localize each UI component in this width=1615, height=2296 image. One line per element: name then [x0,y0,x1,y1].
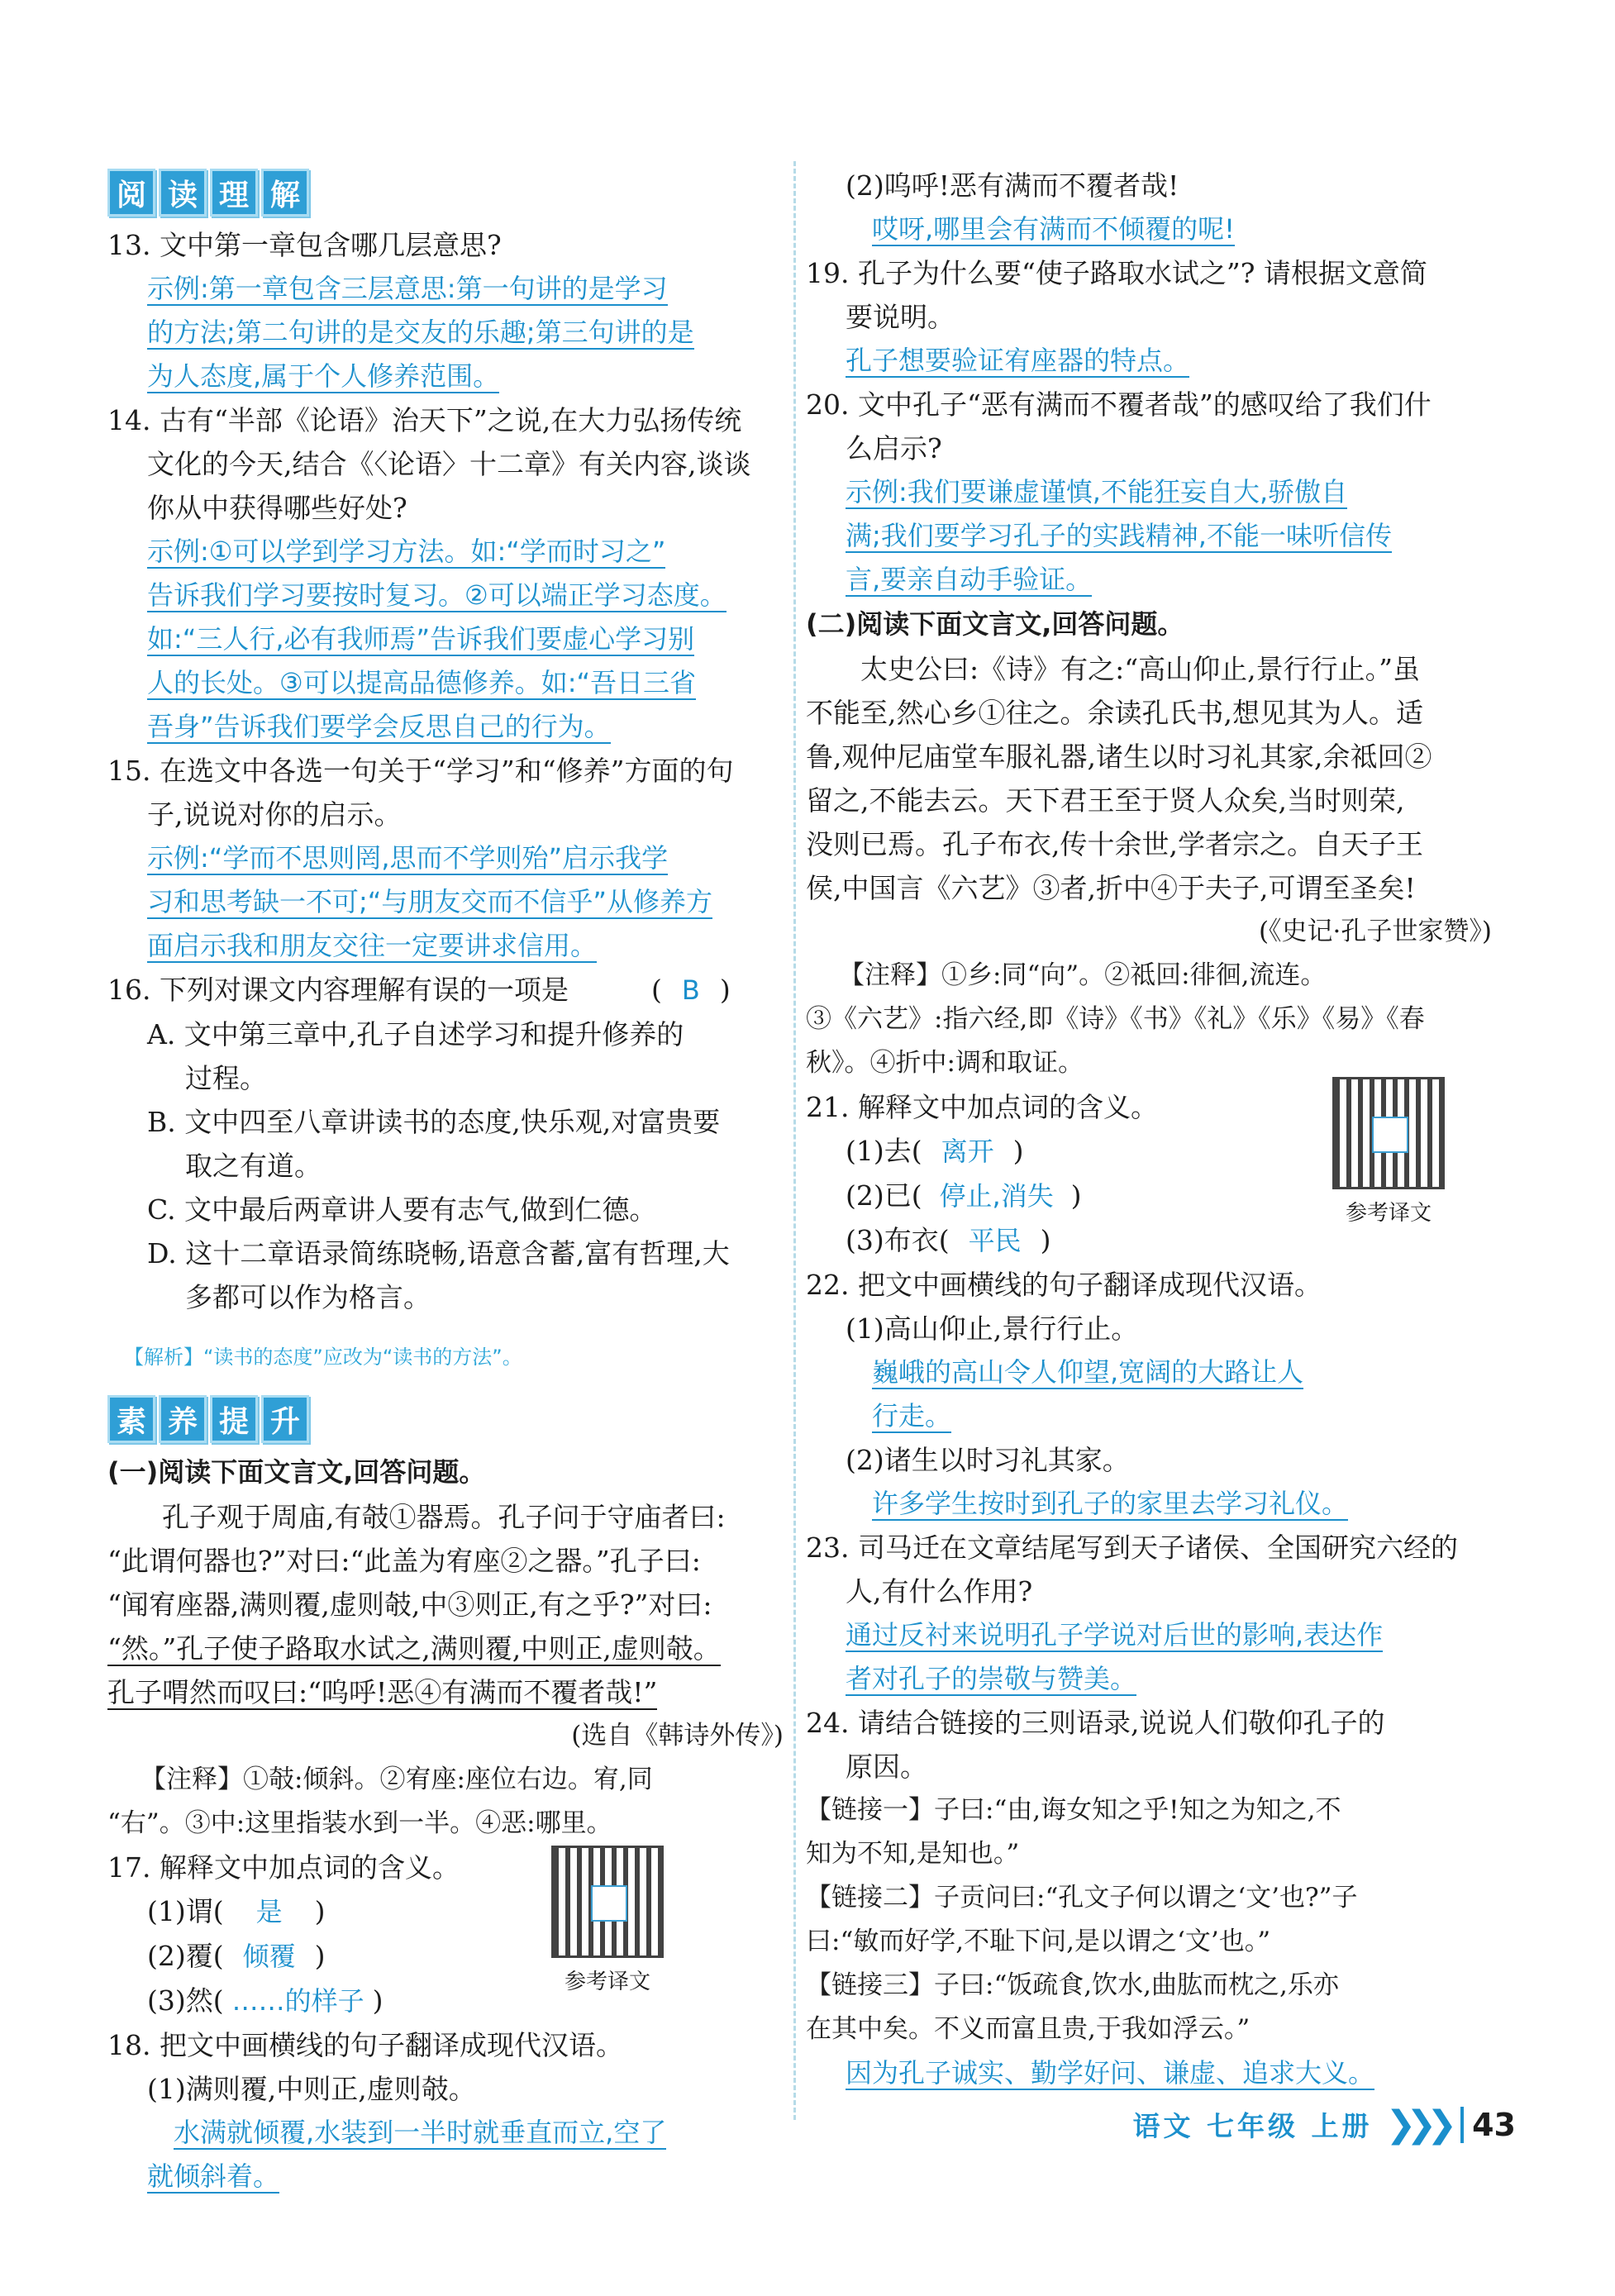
item-close: ) [1012,1135,1024,1167]
answer-line: 示例:第一章包含三层意思:第一句讲的是学习 [147,273,668,304]
item-label: (3)布衣( [846,1224,950,1256]
answer-line: 通过反衬来说明孔子学说对后世的影响,表达作 [846,1619,1384,1651]
question-18-1: (1)满则覆,中则正,虚则攲。 [147,2073,476,2105]
item-answer: 是 [255,1896,283,1927]
q17-item-2 [107,1934,784,1979]
question-18-2: (2)呜呼!恶有满而不覆者哉! [846,169,1179,202]
answer-line: 示例:“学而不思则罔,思而不学则殆”启示我学 [147,842,669,874]
answer-line: 者对孔子的崇敬与赞美。 [846,1663,1137,1694]
q17-item-3 [107,1979,784,2023]
link-3-cont: 在其中矣。不义而富且贵,于我如浮云。” [806,2014,1251,2044]
notes-1: 【注释】①攲:倾斜。②宥座:座位右边。宥,同 [141,1765,653,1794]
question-16-text: 16. 下列对课文内容理解有误的一项是 [107,974,569,1006]
heading-reading-comprehension [107,169,784,217]
heading-char: 提 [210,1395,258,1443]
question-line: 么启示? [846,432,942,464]
item-answer: ……的样子 [231,1985,364,2017]
answer-line: 行走。 [872,1400,952,1431]
passage-line: “此谓何器也?”对曰:“此盖为宥座②之器。”孔子曰: [107,1545,701,1577]
answer-23 [806,1613,1492,1701]
link-3: 【链接三】子曰:“饭疏食,饮水,曲肱而枕之,乐亦 [806,1970,1339,2000]
question-15 [107,749,784,836]
item-close: ) [1040,1224,1051,1256]
question-line: 23. 司马迁在文章结尾写到天子诸侯、全国研究六经的 [806,1531,1458,1564]
item-label: (2)已( [846,1179,922,1212]
column-divider [793,161,796,2120]
answer-line: 面启示我和朋友交往一定要讲求信用。 [147,930,598,961]
option-c: C. 文中最后两章讲人要有志气,做到仁德。 [147,1193,657,1226]
chevrons-icon: ❯❯❯ [1385,2103,1448,2146]
question-line: 文化的今天,结合《〈论语〉十二章》有关内容,谈谈 [147,448,751,480]
question-20 [806,383,1492,470]
option-d-cont: 多都可以作为格言。 [185,1281,431,1313]
option-b: B. 文中四至八章讲读书的态度,快乐观,对富贵要 [147,1106,721,1138]
answer-line: 水满就倾覆,水装到一半时就垂直而立,空了 [174,2117,667,2148]
question-16 [107,968,784,1012]
answer-22-1 [806,1350,1492,1438]
item-answer: 倾覆 [242,1941,296,1972]
answer-line: 示例:我们要谦虚谨慎,不能狂妄自大,骄傲自 [846,476,1348,507]
underlined-sentence: “然。”孔子使子路取水试之,满则覆,中则正,虚则攲。 [107,1632,721,1665]
answer-19 [806,339,1492,383]
answer-13 [107,267,784,398]
heading-char: 阅 [107,169,155,217]
question-22: 22. 把文中画横线的句子翻译成现代汉语。 [806,1269,1322,1301]
right-column [806,164,1492,2095]
link-2: 【链接二】子贡问曰:“孔文子何以谓之‘文’也?”子 [806,1883,1358,1913]
answer-15 [107,836,784,968]
notes-1-cont: “右”。③中:这里指装水到一半。④恶:哪里。 [107,1808,612,1838]
heading-char: 养 [159,1395,207,1443]
passage-line: 孔子观于周庙,有攲①器焉。孔子问于守庙者曰: [162,1501,726,1533]
question-line: 你从中获得哪些好处? [147,492,407,524]
heading-char: 升 [261,1395,309,1443]
heading-char: 读 [159,169,207,217]
link-1: 【链接一】子曰:“由,诲女知之乎!知之为知之,不 [806,1795,1341,1825]
question-line: 14. 古有“半部《论语》治天下”之说,在大力弘扬传统 [107,404,742,436]
answer-line: 满;我们要学习孔子的实践精神,不能一味听信传 [846,520,1392,551]
answer-line: 告诉我们学习要按时复习。②可以端正学习态度。 [147,579,727,611]
heading-char: 解 [261,169,309,217]
source-1: (选自《韩诗外传》) [571,1721,784,1751]
answer-16: B [681,974,700,1006]
heading-char: 素 [107,1395,155,1443]
links [806,1789,1492,2051]
question-line: 人,有什么作用? [846,1575,1033,1608]
link-2-cont: 曰:“敏而好学,不耻下问,是以谓之‘文’也。” [806,1927,1271,1956]
link-1-cont: 知为不知,是知也。” [806,1839,1020,1869]
notes-2: 【注释】①乡:同“向”。②祗回:徘徊,流连。 [839,960,1327,990]
question-line: 原因。 [846,1751,927,1783]
answer-line: 哎呀,哪里会有满而不倾覆的呢! [872,213,1236,245]
answer-18-1 [107,2111,784,2198]
question-line: 24. 请结合链接的三则语录,说说人们敬仰孔子的 [806,1707,1385,1739]
answer-line: 吾身”告诉我们要学会反思自己的行为。 [147,711,611,742]
item-close: ) [1070,1179,1082,1212]
question-19 [806,251,1492,339]
page-number: 43 [1460,2107,1516,2143]
passage-line [107,1670,784,1714]
q17-item-1 [107,1889,784,1934]
qr-code-icon[interactable] [551,1846,664,1958]
answer-line: 因为孔子诚实、勤学好问、谦虚、追求大义。 [846,2057,1375,2089]
question-21-text: 21. 解释文中加点词的含义。 [806,1091,1158,1123]
notes-2-cont: ③《六艺》:指六经,即《诗》《书》《礼》《乐》《易》《春 [806,1004,1425,1034]
heading-literacy-improvement [107,1395,784,1443]
passage-line: 鲁,观仲尼庙堂车服礼器,诸生以时习礼其家,余祗回② [806,741,1432,773]
passage-line: 留之,不能去云。天下君王至于贤人众矣,当时则荣, [806,784,1405,817]
footer-label: 语文 七年级 上册 [1132,2110,1373,2142]
option-a: A. 文中第三章中,孔子自述学习和提升修养的 [147,1018,684,1050]
item-answer: 离开 [941,1136,994,1167]
qr-caption: 参考译文 [1345,1201,1432,1226]
question-line: 15. 在选文中各选一句关于“学习”和“修养”方面的句 [107,755,734,787]
paren-left: ( [650,974,662,1006]
passage-line: 太史公曰:《诗》有之:“高山仰止,景行行止。”虽 [860,653,1420,685]
paren-right: ) [719,974,731,1006]
option-a-cont: 过程。 [185,1062,267,1094]
answer-20 [806,470,1492,602]
passage-1 [107,1495,784,1714]
question-23 [806,1526,1492,1613]
item-close: ) [372,1984,384,2017]
question-24 [806,1701,1492,1789]
passage-line: 不能至,然心乡①往之。余读孔氏书,想见其为人。适 [806,697,1423,729]
answer-24 [806,2051,1492,2095]
qr-code-icon[interactable] [1332,1077,1445,1189]
section-2-title: (二)阅读下面文言文,回答问题。 [806,608,1184,640]
qr-caption: 参考译文 [564,1970,650,1994]
option-b-cont: 取之有道。 [185,1150,322,1182]
question-18: 18. 把文中画横线的句子翻译成现代汉语。 [107,2029,623,2061]
item-label: (2)覆( [147,1940,224,1972]
item-answer: 平民 [968,1225,1022,1256]
answer-line: 的方法;第二句讲的是交友的乐趣;第三句讲的是 [147,317,694,348]
answer-line: 示例:①可以学到学习方法。如:“学而时习之” [147,536,666,567]
question-line: 19. 孔子为什么要“使子路取水试之”? 请根据文意简 [806,257,1427,289]
answer-line: 言,要亲自动手验证。 [846,564,1093,595]
question-line: 20. 文中孔子“恶有满而不覆者哉”的感叹给了我们什 [806,388,1432,421]
answer-line: 习和思考缺一不可;“与朋友交而不信乎”从修养方 [147,886,712,917]
section-1-title: (一)阅读下面文言文,回答问题。 [107,1456,486,1488]
question-22-1: (1)高山仰止,景行行止。 [846,1312,1139,1345]
answer-line: 就倾斜着。 [147,2160,280,2192]
question-22-2: (2)诸生以时习礼其家。 [846,1444,1130,1476]
underlined-sentence: 孔子喟然而叹曰:“呜呼!恶④有满而不覆者哉!” [107,1676,658,1708]
heading-char: 理 [210,169,258,217]
qr-code-translation[interactable] [545,1846,669,1995]
item-close: ) [314,1940,326,1972]
question-14 [107,398,784,530]
page-footer [1133,2103,1516,2146]
qr-code-translation[interactable] [1327,1077,1451,1227]
question-line: 要说明。 [846,301,955,333]
question-line: 子,说说对你的启示。 [147,798,402,831]
answer-line: 人的长处。③可以提高品德修养。如:“吾日三省 [147,667,697,698]
left-column [107,157,784,2198]
answer-22-2 [806,1482,1492,1526]
source-2: (《史记·孔子世家赞》) [1258,917,1492,946]
answer-14 [107,530,784,749]
passage-line: 侯,中国言《六艺》③者,折中④于夫子,可谓至圣矣! [806,872,1416,904]
question-13: 13. 文中第一章包含哪几层意思? [107,229,502,261]
question-17 [107,1846,784,2023]
answer-line: 巍峨的高山令人仰望,宽阔的大路让人 [872,1356,1304,1388]
item-answer: 停止,消失 [939,1180,1054,1212]
passage-line: 没则已焉。孔子布衣,传十余世,学者宗之。自天子王 [806,828,1423,860]
notes-2-cont: 秋》。④折中:调和取证。 [806,1048,1084,1078]
answer-line: 许多学生按时到孔子的家里去学习礼仪。 [872,1488,1349,1519]
option-d: D. 这十二章语录简练晓畅,语意含蓄,富有哲理,大 [147,1237,730,1269]
passage-line: “闻宥座器,满则覆,虚则攲,中③则正,有之乎?”对曰: [107,1589,712,1621]
answer-line: 孔子想要验证宥座器的特点。 [846,345,1190,376]
answer-line: 为人态度,属于个人修养范围。 [147,360,500,392]
passage-2 [806,647,1492,910]
item-label: (1)去( [846,1135,922,1167]
answer-18-2 [806,207,1492,251]
item-label: (1)谓( [147,1895,224,1927]
question-21 [806,1085,1492,1263]
passage-line [107,1627,784,1670]
item-label: (3)然( [147,1984,224,2017]
question-17-text: 17. 解释文中加点词的含义。 [107,1851,460,1884]
analysis-16: 【解析】“读书的态度”应改为“读书的方法”。 [124,1346,522,1369]
item-close: ) [314,1895,326,1927]
answer-line: 如:“三人行,必有我师焉”告诉我们要虚心学习别 [147,623,695,655]
